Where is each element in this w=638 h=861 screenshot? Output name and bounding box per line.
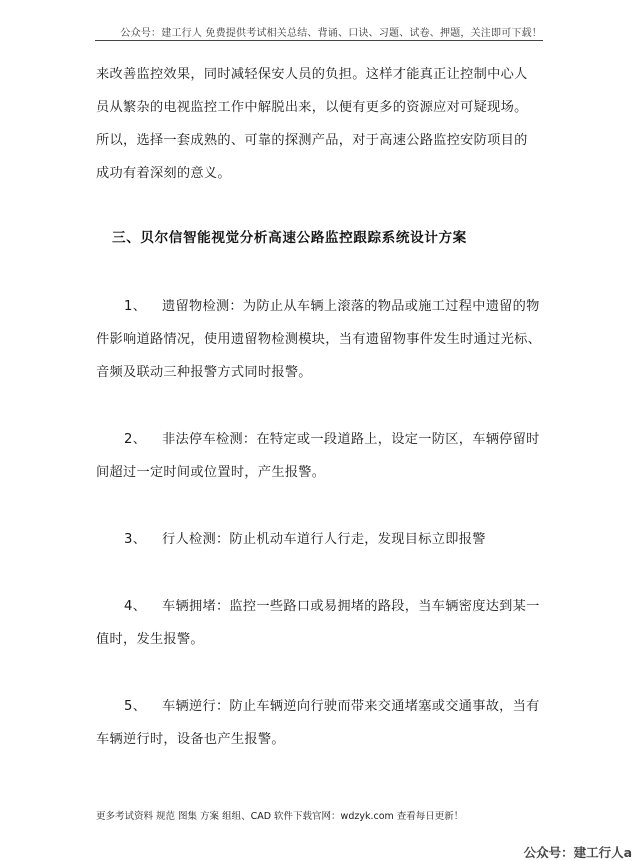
page-header-text: 公众号：建工行人 免费提供考试相关总结、背诵、口诀、习题、试卷、押题，关注即可下载！	[120, 28, 542, 39]
list-item-1	[96, 290, 544, 389]
list-item-text: 值时，发生报警。	[96, 632, 204, 647]
list-item-text: 行人检测：防止机动车道行人行走，发现目标立即报警	[162, 532, 486, 547]
list-item-text: 间超过一定时间或位置时，产生报警。	[96, 465, 326, 480]
list-item-number: 2、	[124, 432, 147, 447]
list-item-number: 3、	[124, 532, 147, 547]
header-divider	[95, 40, 543, 41]
intro-line: 成功有着深刻的意义。	[96, 166, 231, 181]
list-item-text: 车辆逆行时，设备也产生报警。	[96, 732, 285, 747]
list-item-text: 车辆逆行：防止车辆逆向行驶而带来交通堵塞或交通事故，当有	[162, 699, 540, 714]
intro-line: 员从繁杂的电视监控工作中解脱出来，以便有更多的资源应对可疑现场。	[96, 100, 528, 115]
list-item-2	[96, 423, 544, 489]
list-item-3	[96, 523, 544, 556]
list-item-4	[96, 590, 544, 656]
intro-paragraph	[96, 58, 544, 190]
list-item-number: 1、	[124, 299, 147, 314]
list-item-5	[96, 690, 544, 756]
watermark-text: 公众号：建工行人a	[523, 845, 632, 860]
list-item-text: 遗留物检测：为防止从车辆上滚落的物品或施工过程中遗留的物	[162, 299, 540, 314]
page-footer-text: 更多考试资料 规范 图集 方案 组组、CAD 软件下载官网：wdzyk.com 查看每日更新！	[96, 811, 464, 822]
intro-line: 来改善监控效果，同时减轻保安人员的负担。这样才能真正让控制中心人	[96, 67, 528, 82]
intro-line: 所以，选择一套成熟的、可靠的探测产品，对于高速公路监控安防项目的	[96, 133, 528, 148]
list-item-number: 4、	[124, 599, 147, 614]
list-item-number: 5、	[124, 699, 147, 714]
list-item-text: 件影响道路情况，使用遗留物检测模块，当有遗留物事件发生时通过光标、	[96, 332, 542, 347]
list-item-text: 音频及联动三种报警方式同时报警。	[96, 365, 312, 380]
list-item-text: 非法停车检测：在特定或一段道路上，设定一防区，车辆停留时	[162, 432, 540, 447]
section-heading: 三、贝尔信智能视觉分析高速公路监控跟踪系统设计方案	[112, 230, 467, 246]
list-item-text: 车辆拥堵：监控一些路口或易拥堵的路段，当车辆密度达到某一	[162, 599, 540, 614]
